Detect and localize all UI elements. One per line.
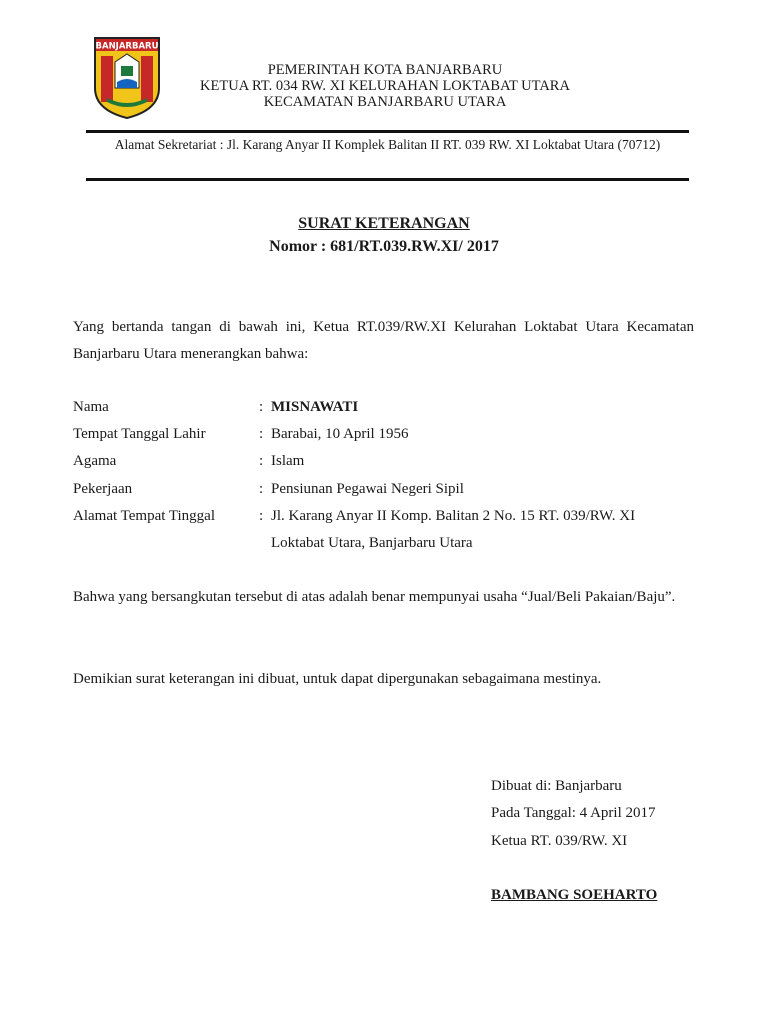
field-value-continuation: Loktabat Utara, Banjarbaru Utara (271, 535, 473, 551)
field-label: Nama (73, 399, 109, 415)
field-label: Alamat Tempat Tinggal (73, 508, 216, 524)
document-number: Nomor : 681/RT.039.RW.XI/ 2017 (269, 238, 499, 255)
field-label: Pekerjaan (73, 481, 133, 497)
field-value: Islam (271, 453, 305, 469)
letterhead-bottom-rule (86, 178, 689, 181)
field-value: Barabai, 10 April 1956 (271, 426, 409, 442)
document-title: SURAT KETERANGAN (298, 215, 470, 232)
field-separator: : (259, 426, 264, 442)
field-value: MISNAWATI (271, 399, 359, 415)
field-separator: : (259, 508, 264, 524)
field-label: Agama (73, 453, 117, 469)
letterhead-title (150, 62, 620, 110)
signature-place: Dibuat di: Banjarbaru (491, 778, 622, 794)
letterhead-line-2: KETUA RT. 034 RW. XI KELURAHAN LOKTABAT UTARA (200, 78, 570, 94)
field-separator: : (259, 481, 264, 497)
field-value: Jl. Karang Anyar II Komp. Balitan 2 No. 15 RT. 039/RW. XI (271, 508, 636, 524)
letterhead-line-1: PEMERINTAH KOTA BANJARBARU (267, 62, 503, 78)
letterhead-line-3: KECAMATAN BANJARBARU UTARA (263, 94, 507, 110)
signature-position: Ketua RT. 039/RW. XI (491, 833, 628, 849)
statement-paragraph: Bahwa yang bersangkutan tersebut di atas adalah benar mempunyai usaha “Jual/Beli Pakaian/Baju”. (73, 589, 676, 605)
closing-paragraph: Demikian surat keterangan ini dibuat, untuk dapat dipergunakan sebagaimana mestinya. (73, 671, 602, 687)
field-separator: : (259, 399, 264, 415)
letterhead-top-rule (86, 130, 689, 133)
logo-text: BANJARBARU (95, 41, 159, 52)
secretariat-address: Alamat Sekretariat : Jl. Karang Anyar II Komplek Balitan II RT. 039 RW. XI Loktabat Utara (70712) (114, 137, 661, 152)
field-value: Pensiunan Pegawai Negeri Sipil (271, 481, 464, 497)
field-label: Tempat Tanggal Lahir (73, 426, 206, 442)
signatory-name: BAMBANG SOEHARTO (491, 887, 658, 903)
signature-date: Pada Tanggal: 4 April 2017 (491, 805, 656, 821)
intro-paragraph: Yang bertanda tangan di bawah ini, Ketua RT.039/RW.XI Kelurahan Loktabat Utara Kecamatan Banjarbaru Utara menerangkan bahwa: (73, 319, 694, 362)
field-separator: : (259, 453, 264, 469)
